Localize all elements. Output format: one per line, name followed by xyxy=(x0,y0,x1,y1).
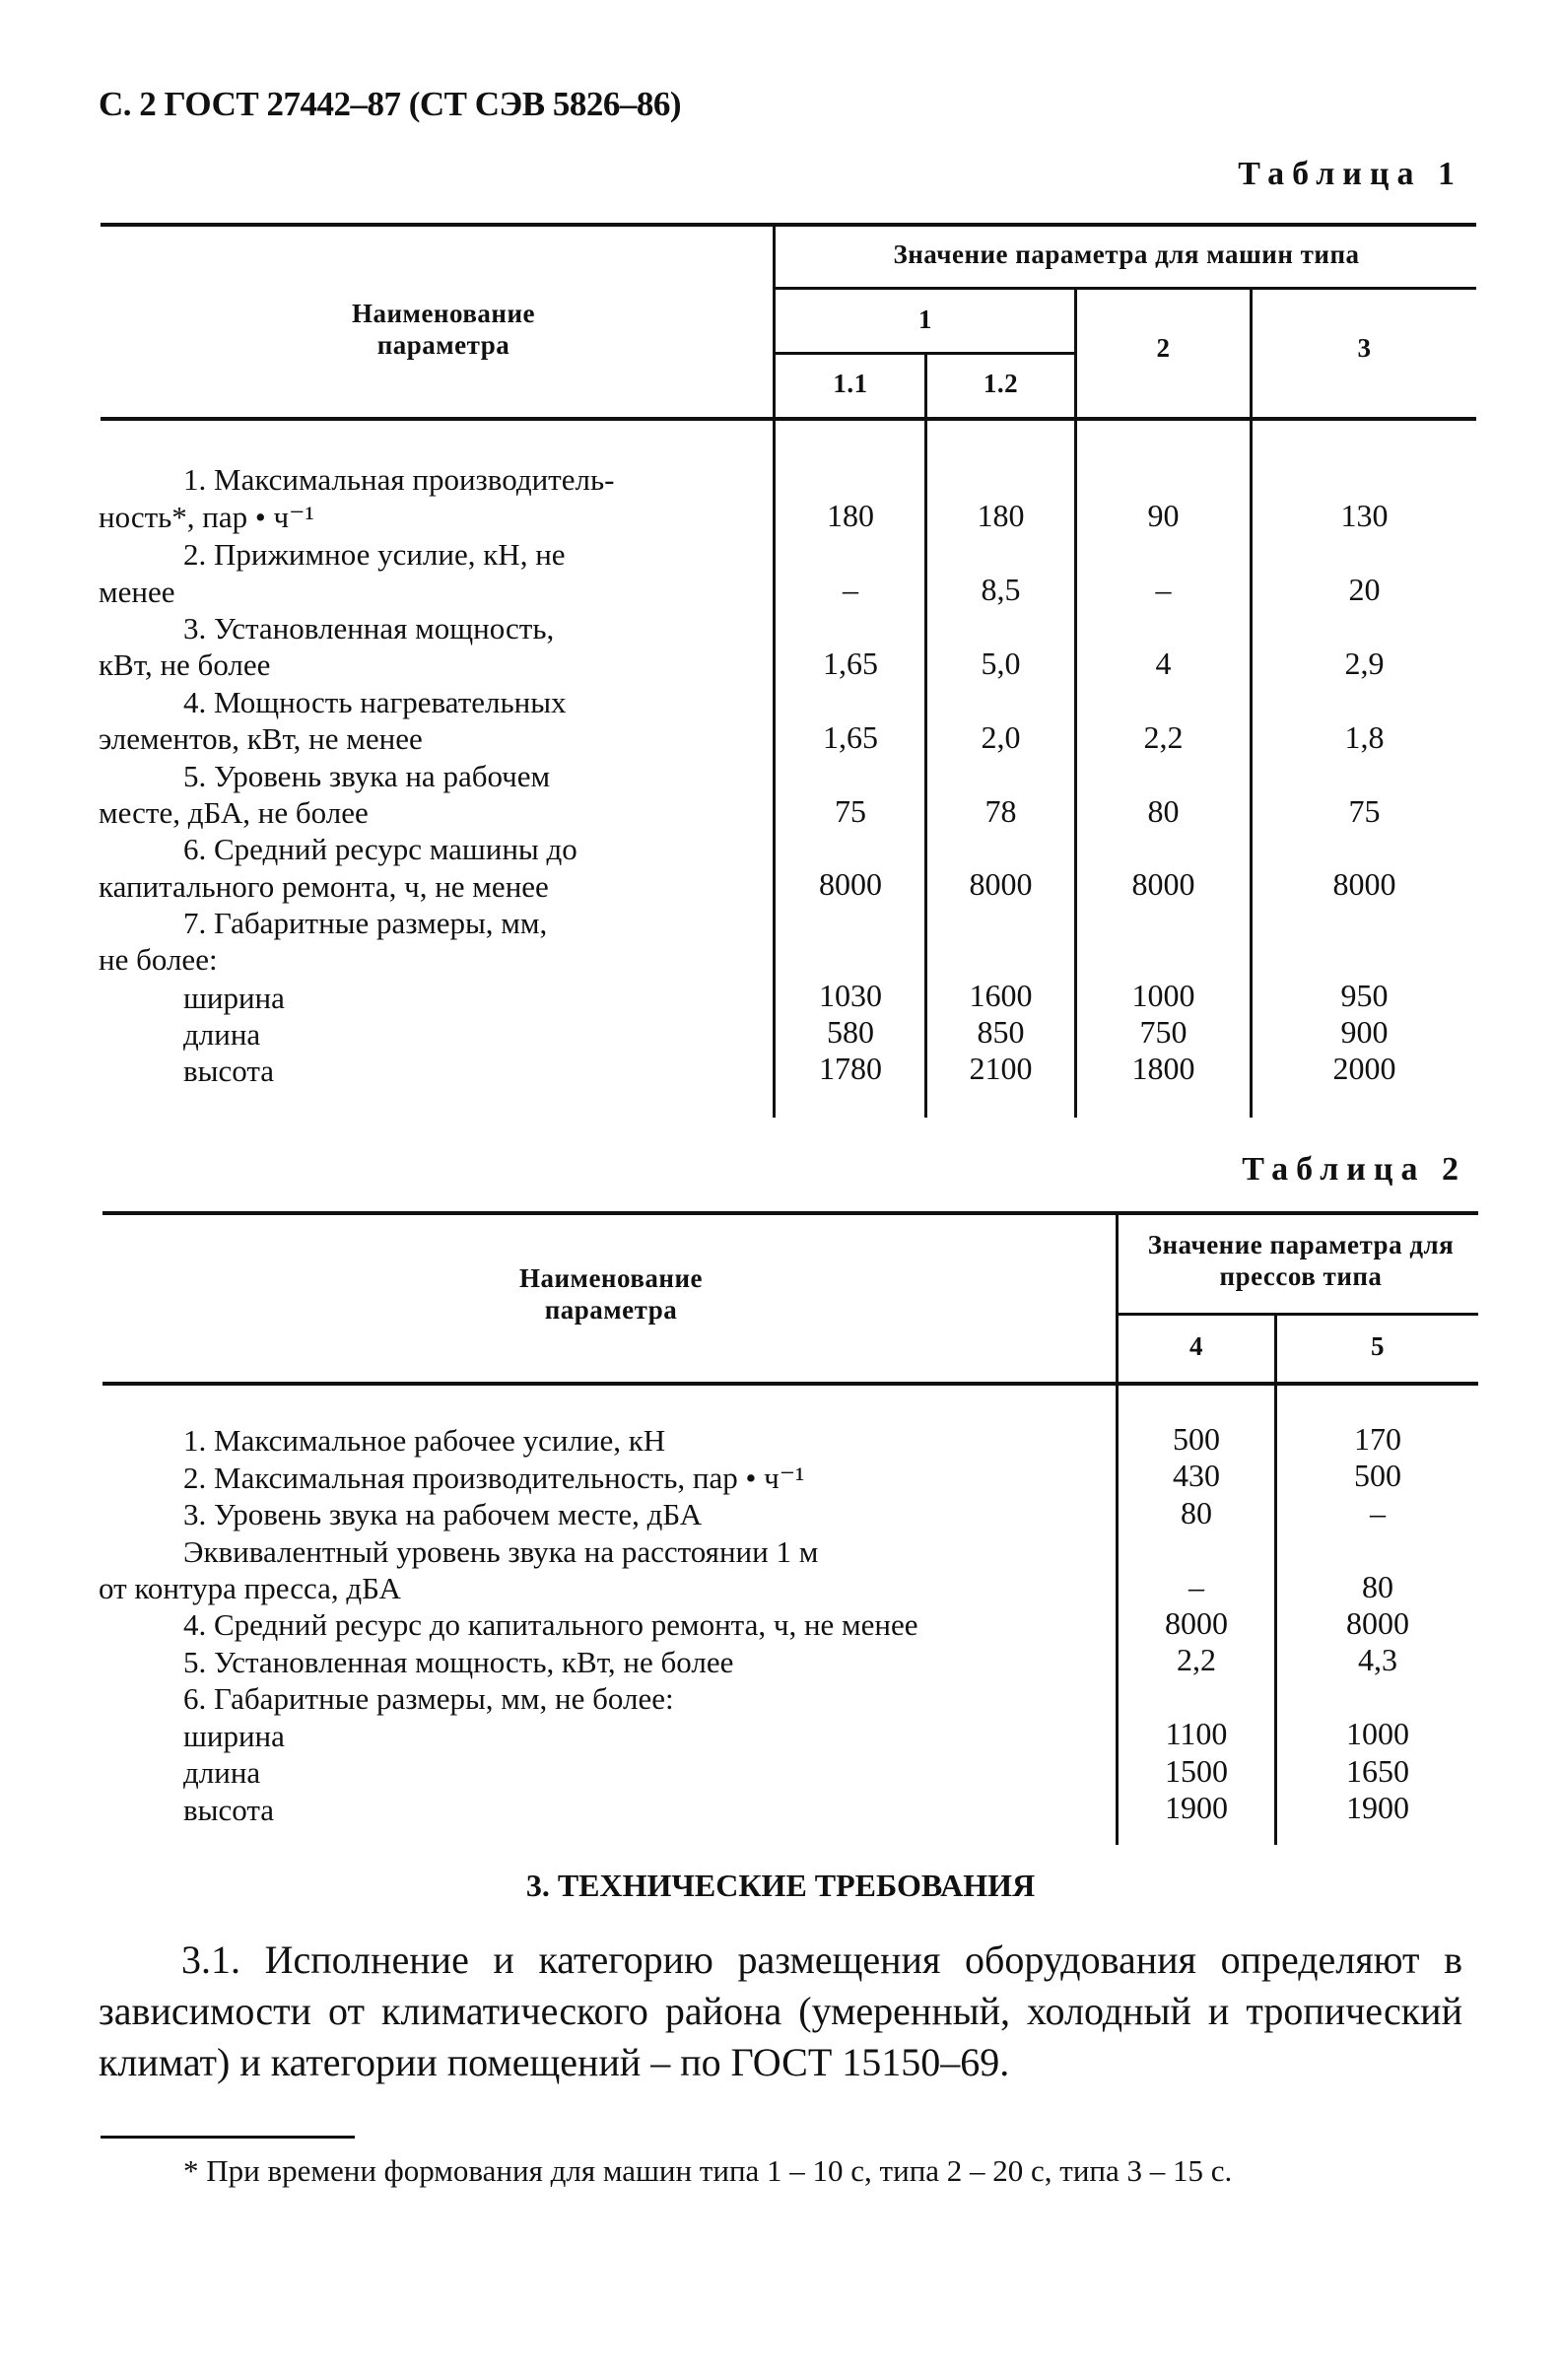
table1-row-10-label: высота xyxy=(183,1054,275,1088)
table2-cell: 500 xyxy=(1354,1458,1401,1493)
table2-value-header: Значение параметра для прессов типа xyxy=(1147,1230,1455,1291)
table2-cell: 8000 xyxy=(1165,1605,1228,1641)
table1-cell: 580 xyxy=(827,1014,874,1050)
table1-sub-1-1: 1.1 xyxy=(833,369,868,398)
table2-row-9-label: ширина xyxy=(183,1719,285,1753)
table1-cell: 750 xyxy=(1139,1014,1188,1050)
table2-row-11-label: высота xyxy=(183,1793,275,1827)
table2-row-8-label: 6. Габаритные размеры, мм, не более: xyxy=(183,1681,674,1716)
table1-param-header: Наименование параметра xyxy=(352,299,535,360)
table1-cell: 90 xyxy=(1147,498,1180,533)
table2-cell: – xyxy=(1370,1495,1386,1530)
table2-top-rule xyxy=(102,1211,1478,1215)
table1-vline-1 xyxy=(773,223,776,1118)
table1-row-6-label-b: капитального ремонта, ч, не менее xyxy=(99,869,549,904)
table1-cell: 1800 xyxy=(1131,1051,1195,1086)
page-header: С. 2 ГОСТ 27442–87 (СТ СЭВ 5826–86) xyxy=(99,85,681,123)
table2-row-4-label: Эквивалентный уровень звука на расстоянии 1 м xyxy=(183,1534,819,1569)
table1-cell: 20 xyxy=(1348,572,1381,607)
table1-cell: – xyxy=(843,572,858,607)
table2-type-4: 4 xyxy=(1189,1331,1203,1361)
table1-value-header: Значение параметра для машин типа xyxy=(893,239,1360,269)
table2-cell: 80 xyxy=(1362,1569,1393,1604)
table2-cell: 80 xyxy=(1181,1495,1212,1530)
table1-cell: 2,0 xyxy=(981,719,1021,755)
table1-row-5-label-b: месте, дБА, не более xyxy=(99,795,369,830)
table2-cell: 1650 xyxy=(1346,1753,1409,1789)
table1-cell: 1000 xyxy=(1131,978,1195,1013)
table2-row-3-label: 3. Уровень звука на рабочем месте, дБА xyxy=(183,1497,703,1531)
table1-rule-value-header xyxy=(775,287,1476,290)
table1-row-4-label-a: 4. Мощность нагревательных xyxy=(183,685,567,719)
table1-header-bottom-rule xyxy=(101,417,1476,421)
table1-row-7-label-b: не более: xyxy=(99,942,218,977)
table1-cell: 950 xyxy=(1340,978,1389,1013)
table1-row-9-label: длина xyxy=(183,1017,261,1052)
table1-cell: 8000 xyxy=(1332,866,1396,902)
table1-cell: 75 xyxy=(1348,793,1381,829)
table1-cell: 5,0 xyxy=(981,646,1021,681)
table1-cell: 900 xyxy=(1340,1014,1389,1050)
table1-cell: 130 xyxy=(1340,498,1389,533)
table2-row-2-label: 2. Максимальная производительность, пар • ч⁻¹ xyxy=(183,1461,805,1495)
table2-cell: 170 xyxy=(1354,1421,1401,1457)
table1-cell: 75 xyxy=(835,793,866,829)
table1-row-7-label-a: 7. Габаритные размеры, мм, xyxy=(183,906,548,940)
table1-cell: 1600 xyxy=(969,978,1033,1013)
table1-type-1: 1 xyxy=(918,305,932,334)
table1-row-5-label-a: 5. Уровень звука на рабочем xyxy=(183,759,551,793)
table2-type-5: 5 xyxy=(1371,1331,1385,1361)
table1-cell: 2,9 xyxy=(1344,646,1385,681)
table2-param-header: Наименование параметра xyxy=(519,1263,703,1325)
table2-caption: Таблица 2 xyxy=(1242,1151,1466,1188)
table2-cell: 1000 xyxy=(1346,1716,1409,1751)
table1-row-2-label-b: менее xyxy=(99,575,175,609)
table1-cell: 8000 xyxy=(819,866,882,902)
table1-cell: 8000 xyxy=(969,866,1033,902)
table1-row-2-label-a: 2. Прижимное усилие, кН, не xyxy=(183,537,566,572)
table1-row-3-label-a: 3. Установленная мощность, xyxy=(183,611,555,646)
table1-cell: 4 xyxy=(1155,646,1172,681)
table2-cell: 500 xyxy=(1173,1421,1220,1457)
table2-rule-value-header xyxy=(1118,1313,1478,1316)
body-paragraph-text: 3.1. Исполнение и категорию размещения оборудования определяют в зависимости от климатического района (умеренный, холодный и тропический климат) и категории помещений – по ГОСТ 15150–69. xyxy=(99,1938,1462,2084)
table1-cell: – xyxy=(1155,572,1172,607)
table1-caption: Таблица 1 xyxy=(1238,156,1462,192)
table1-cell: 8,5 xyxy=(981,572,1021,607)
table2-cell: 8000 xyxy=(1346,1605,1409,1641)
table1-type-3: 3 xyxy=(1357,333,1372,363)
table2-cell: 1900 xyxy=(1165,1790,1228,1825)
table1-cell: 1,65 xyxy=(823,719,878,755)
table2-row-10-label: длина xyxy=(183,1755,261,1790)
table1-cell: 2100 xyxy=(969,1051,1033,1086)
table2-row-5-label: от контура пресса, дБА xyxy=(99,1571,401,1605)
footnote-rule xyxy=(101,2136,355,2139)
table1-row-8-label: ширина xyxy=(183,981,285,1015)
table2-row-7-label: 5. Установленная мощность, кВт, не более xyxy=(183,1645,734,1679)
table2-cell: 2,2 xyxy=(1177,1642,1216,1677)
table1-row-4-label-b: элементов, кВт, не менее xyxy=(99,721,423,756)
table1-cell: 80 xyxy=(1147,793,1180,829)
table1-row-1-label-b: ность*, пар • ч⁻¹ xyxy=(99,500,314,534)
table1-row-3-label-b: кВт, не более xyxy=(99,647,271,682)
body-paragraph xyxy=(99,1935,1462,2088)
table1-sub-1-2: 1.2 xyxy=(983,369,1019,398)
table1-cell: 78 xyxy=(984,793,1017,829)
table1-cell: 1,65 xyxy=(823,646,878,681)
table2-header-bottom-rule xyxy=(102,1382,1478,1386)
table1-cell: 850 xyxy=(977,1014,1025,1050)
table1-cell: 2000 xyxy=(1332,1051,1396,1086)
table2-cell: – xyxy=(1188,1569,1204,1604)
table1-cell: 1780 xyxy=(819,1051,882,1086)
table1-type-2: 2 xyxy=(1156,333,1171,363)
table1-top-rule xyxy=(101,223,1476,227)
table1-cell: 1,8 xyxy=(1344,719,1385,755)
table2-cell: 1500 xyxy=(1165,1753,1228,1789)
table1-cell: 8000 xyxy=(1131,866,1195,902)
table1-row-6-label-a: 6. Средний ресурс машины до xyxy=(183,832,577,866)
table2-cell: 1900 xyxy=(1346,1790,1409,1825)
table2-cell: 1100 xyxy=(1165,1716,1228,1751)
table1-cell: 1030 xyxy=(819,978,882,1013)
table2-row-6-label: 4. Средний ресурс до капитального ремонта, ч, не менее xyxy=(183,1607,918,1642)
table2-row-1-label: 1. Максимальное рабочее усилие, кН xyxy=(183,1423,666,1458)
table2-cell: 430 xyxy=(1173,1458,1220,1493)
footnote: * При времени формования для машин типа 1 – 10 с, типа 2 – 20 с, типа 3 – 15 с. xyxy=(183,2153,1233,2188)
table1-cell: 180 xyxy=(827,498,874,533)
section-heading: 3. ТЕХНИЧЕСКИЕ ТРЕБОВАНИЯ xyxy=(525,1868,1036,1903)
table2-cell: 4,3 xyxy=(1358,1642,1397,1677)
table1-row-1-label-a: 1. Максимальная производитель- xyxy=(183,462,615,497)
table1-cell: 180 xyxy=(977,498,1025,533)
table1-cell: 2,2 xyxy=(1143,719,1184,755)
